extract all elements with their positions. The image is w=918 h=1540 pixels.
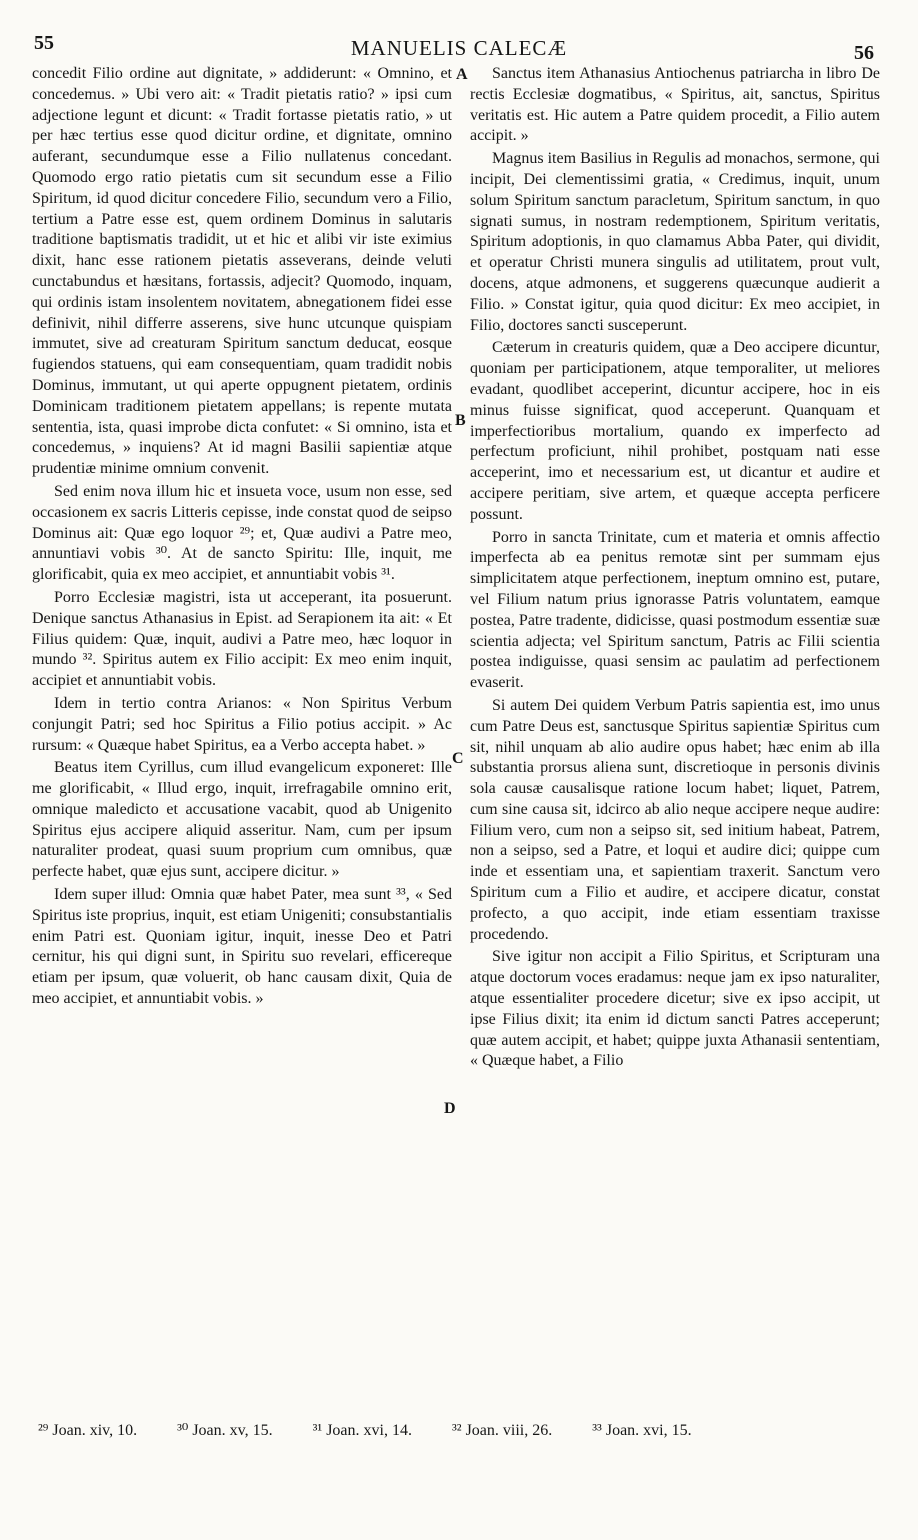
margin-letter-a: A	[456, 66, 468, 83]
paragraph: Idem in tertio contra Arianos: « Non Spiritus Verbum conjungit Patri; sed hoc Spiritus a Filio potius accipit. » Ac rursum: « Quæque habet Spiritus, ea a Verbo accepta habet. »	[32, 694, 452, 754]
running-title: MANUELIS CALECÆ	[350, 36, 568, 60]
left-column	[32, 64, 452, 1012]
footnote: ³³ Joan. xvi, 15.	[592, 1422, 692, 1439]
page-header	[0, 26, 918, 66]
paragraph: Sed enim nova illum hic et insueta voce, usum non esse, sed occasionem ex sacris Litteris cepisse, inde constat quod de seipso Dominus ait: Quæ ego loquor ²⁹; et, Quæ audivi a Patre meo, annuntiavi vobis ³⁰. At de sancto Spiritu: Ille, inquit, me glorificabit, quia ex meo accipiet, et annuntiabit vobis ³¹.	[32, 482, 452, 584]
right-column	[470, 64, 880, 1074]
page-number-left: 55	[34, 32, 54, 54]
margin-letter-d: D	[444, 1100, 456, 1117]
paragraph: Idem super illud: Omnia quæ habet Pater, mea sunt ³³, « Sed Spiritus iste proprius, inquit, est etiam Unigeniti; consubstantialis enim Patri est. Quoniam igitur, inquit, inesse Deo et Patri cernitur, his qui digni sunt, in Spiritu suo revelari, efficereque etiam per ipsum, quæ voluerit, ob hanc causam dixit, Quia de meo accipiet, et annuntiabit vobis. »	[32, 886, 452, 1008]
paragraph: Magnus item Basilius in Regulis ad monachos, sermone, qui incipit, Dei clementissimi gratia, « Credimus, inquit, unum solum Spiritum sanctum paracletum, Spiritum sanctum, in quo signati sumus, in nostram redemptionem, Spiritum veritatis, Spiritum adoptionis, in quo clamamus Abba Pater, qui dividit, et operatur Christi munera singulis ad utilitatem, prout vult, docens, atque admonens, et suggerens quæcunque audierit a Filio. » Constat igitur, quia quod dicitur: Ex meo accipiet, in Filio, doctores sancti susceperunt.	[470, 150, 880, 334]
paragraph: Porro Ecclesiæ magistri, ista ut acceperant, ita posuerunt. Denique sanctus Athanasius in Epist. ad Serapionem ita ait: « Et Filius quidem: Quæ, inquit, audivi a Patre meo, hæc loquor in mundo ³². Spiritus autem ex Filio accipit: Ex meo enim inquit, accipiet et annuntiabit vobis.	[32, 588, 452, 690]
footnote: ²⁹ Joan. xiv, 10.	[38, 1422, 138, 1439]
paragraph: Sive igitur non accipit a Filio Spiritus, et Scripturam una atque doctorum voces eradamus: neque jam ex ipso naturaliter, atque essentialiter procedere dicetur; sive ex ipso accipit, ut ipse Filius dixit; ita enim id dictum sancti Patres acceperunt; quæ autem accipit, et habet; quippe juxta Athanasii sententiam, « Quæque habet, a Filio	[470, 948, 880, 1070]
paragraph: Sanctus item Athanasius Antiochenus patriarcha in libro De rectis Ecclesiæ dogmatibus, « Spiritus, ait, sanctus, Spiritus veritatis est. Hic autem a Patre quidem procedit, a Filio autem accipit. »	[470, 65, 880, 145]
paragraph: Beatus item Cyrillus, cum illud evangelicum exponeret: Ille me glorificabit, « Illud ergo, inquit, irrefragabile omnino erit, omnique maledicto et accusatione vacabit, quod ab Unigenito Spiritus ejus accipere aliquid asseritur. Nam, cum per ipsum naturaliter prodeat, quasi suum proprium cum omnibus, quæ perfecte habet, quæ ejus sunt, accipere dicitur. »	[32, 759, 452, 881]
paragraph: Cæterum in creaturis quidem, quæ a Deo accipere dicuntur, quoniam per participationem, atque temporaliter, ut meliores evadant, quodlibet acceperint, dicuntur accipere, hoc in eis minus fuisse significat, quod acceperunt. Quanquam et imperfectioribus mortalium, quando ex imperfecto ad perfectum proficiunt, nihil prohibet, postquam nati esse acceperint, imo et necessarium est, ut dicantur et audire et accipere peritiam, sive artem, et quæque accepta perficere possunt.	[470, 339, 880, 523]
margin-letter-b: B	[455, 412, 466, 429]
footnote: ³² Joan. viii, 26.	[451, 1422, 553, 1439]
paragraph: Si autem Dei quidem Verbum Patris sapientia est, imo unus cum Patre Deus est, sanctusque Spiritus sapientiæ Spiritus cum sit, nihil unquam ab alio audire opus habet; hæc enim ab illa substantia prorsus aliena sunt, discretioque in personis divinis sola causæ causalisque ratione locum habet; liquet, Patrem, cum sine causa sit, idcirco ab alio neque accipere neque audire: Filium vero, cum non a seipso sit, sed initium habeat, Patrem, non a seipso, sed a Patre, et loqui et audire dici; quippe cum inde et essentiam una, et sapientiam traxerit. Sanctum vero Spiritum cum a Filio et audire, et accipere dicatur, constat profecto, a quo accipit, inde etiam essentiam traxisse procedendo.	[470, 696, 880, 943]
footnote: ³⁰ Joan. xv, 15.	[177, 1422, 273, 1439]
page-number-right: 56	[854, 42, 874, 64]
footnotes	[38, 1420, 888, 1440]
margin-letter-c: C	[452, 750, 464, 767]
footnote: ³¹ Joan. xvi, 14.	[312, 1422, 412, 1439]
paragraph: Porro in sancta Trinitate, cum et materia et omnis affectio imperfecta ab ea penitus remotæ sint per summam ejus simplicitatem atque perfectionem, ineptum omnino est, putare, vel Filium natum prius ignorasse Patris voluntatem, eamque postea, Patre tradente, didicisse, quasi postmodum essentiæ suæ scientia adjecta; vel Spiritum sanctum, Patris ac Filii scientia postea indiguisse, quasi sensim ac paulatim ad perfectionem evaserit.	[470, 528, 880, 692]
paragraph: concedit Filio ordine aut dignitate, » addiderunt: « Omnino, et concedemus. » Ubi vero ait: « Tradit pietatis ratio? » ipsi cum adjectione legunt et dicunt: « Tradit fortasse pietatis ratio, » ut per hæc tertius esse quod dicitur ordine, et dignitate, omnino auferant, secundumque esse a Filio nullatenus concedant. Quomodo ergo ratio pietatis cum sit secundum esse a Filio Spiritum, id quod dicitur concedere Filio, secundum vero a Filio, tertium a Patre esse est, quem ordinem Dominus in salutaris traditione baptismatis tradidit, ut et hic et alibi vir iste eximius dixit, hanc esse rationem pietatis asseverans, deinde veluti cunctabundus et hæsitans, fortassis, adjecit? Quomodo, inquam, qui ordinis istam insolentem novitatem, abnegationem fidei esse definivit, nihil differre asserens, sive hunc utcunque quispiam immutet, sive ad creaturam Spiritum sanctum deducat, eosque fugiendos statuens, qui eam consequentiam, quam tradidit nobis Dominus, immutant, ut qui aperte oppugnent pietatem, ordinis Dominicam traditionem pietatem appellans; is repente mutata sententia, ista, quasi improbe dicta confutet: « Si omnino, ista et concedemus, » inquiens? At id magni Basilii sapientiæ atque prudentiæ minime omnium convenit.	[32, 65, 452, 478]
